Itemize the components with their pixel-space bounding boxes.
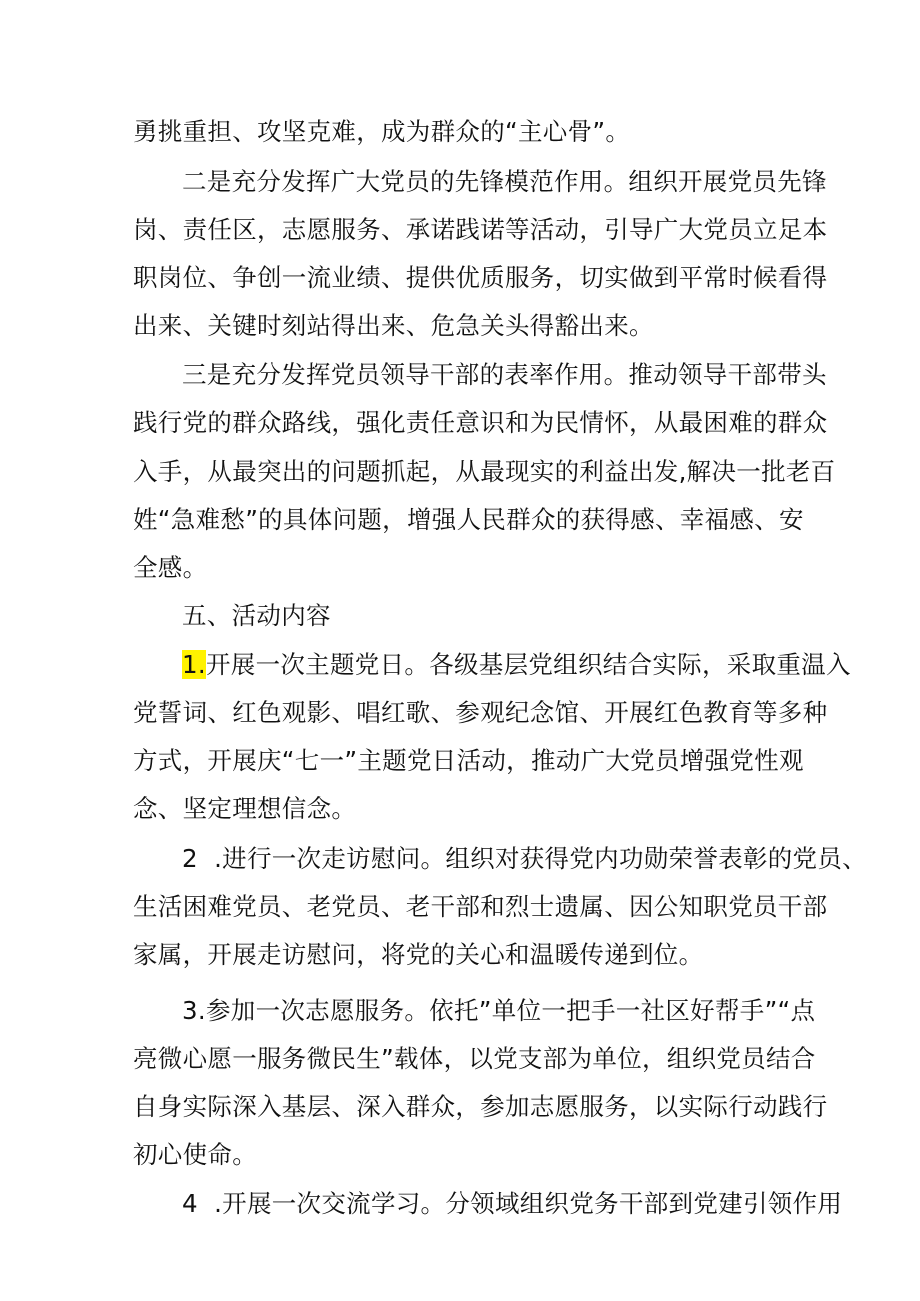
list-item-text: 开展一次主题党日。各级基层党组织结合实际，采取重温入 <box>205 650 851 679</box>
paragraph-line: 念、坚定理想信念。 <box>133 794 357 823</box>
paragraph-line: 岗、责任区，志愿服务、承诺践诺等活动，引导广大党员立足本 <box>133 215 828 244</box>
paragraph-line: 初心使命。 <box>133 1140 257 1169</box>
paragraph-line: 家属，开展走访慰问，将党的关心和温暖传递到位。 <box>133 940 704 969</box>
paragraph-line: 出来、关键时刻站得出来、危急关头得豁出来。 <box>133 311 654 340</box>
paragraph-line: 勇挑重担、攻坚克难，成为群众的“主心骨”。 <box>133 117 631 146</box>
paragraph-line: 姓“急难愁”的具体问题，增强人民群众的获得感、幸福感、安 <box>133 505 804 534</box>
paragraph-line: 自身实际深入基层、深入群众，参加志愿服务，以实际行动践行 <box>133 1092 828 1121</box>
paragraph-line: 亮微心愿一服务微民生”载体，以党支部为单位，组织党员结合 <box>133 1044 816 1073</box>
paragraph-line: 生活困难党员、老党员、老干部和烈士遗属、因公知职党员干部 <box>133 892 828 921</box>
paragraph-line: 职岗位、争创一流业绩、提供优质服务，切实做到平常时候看得 <box>133 263 828 292</box>
highlighted-number: 1. <box>182 650 206 679</box>
paragraph-line: 入手，从最突出的问题抓起，从最现实的利益出发,解决一批老百 <box>133 457 836 486</box>
paragraph-line: 全感。 <box>133 553 208 582</box>
list-item-first-line: 4 .开展一次交流学习。分领域组织党务干部到党建引领作用 <box>182 1189 843 1218</box>
paragraph-line: 方式，开展庆“七一”主题党日活动，推动广大党员增强党性观 <box>133 746 804 775</box>
paragraph-line: 二是充分发挥广大党员的先锋模范作用。组织开展党员先锋 <box>182 167 827 196</box>
list-item-first-line: 3.参加一次志愿服务。依托”单位一把手一社区好帮手”“点 <box>182 996 816 1025</box>
paragraph-line: 践行党的群众路线，强化责任意识和为民情怀，从最困难的群众 <box>133 408 828 437</box>
paragraph-line: 党誓词、红色观影、唱红歌、参观纪念馆、开展红色教育等多种 <box>133 698 828 727</box>
list-item-first-line <box>182 649 851 681</box>
paragraph-line: 三是充分发挥党员领导干部的表率作用。推动领导干部带头 <box>182 360 827 389</box>
list-item-first-line: 2 .进行一次走访慰问。组织对获得党内功勋荣誉表彰的党员、 <box>182 844 867 873</box>
section-heading: 五、活动内容 <box>182 601 331 630</box>
